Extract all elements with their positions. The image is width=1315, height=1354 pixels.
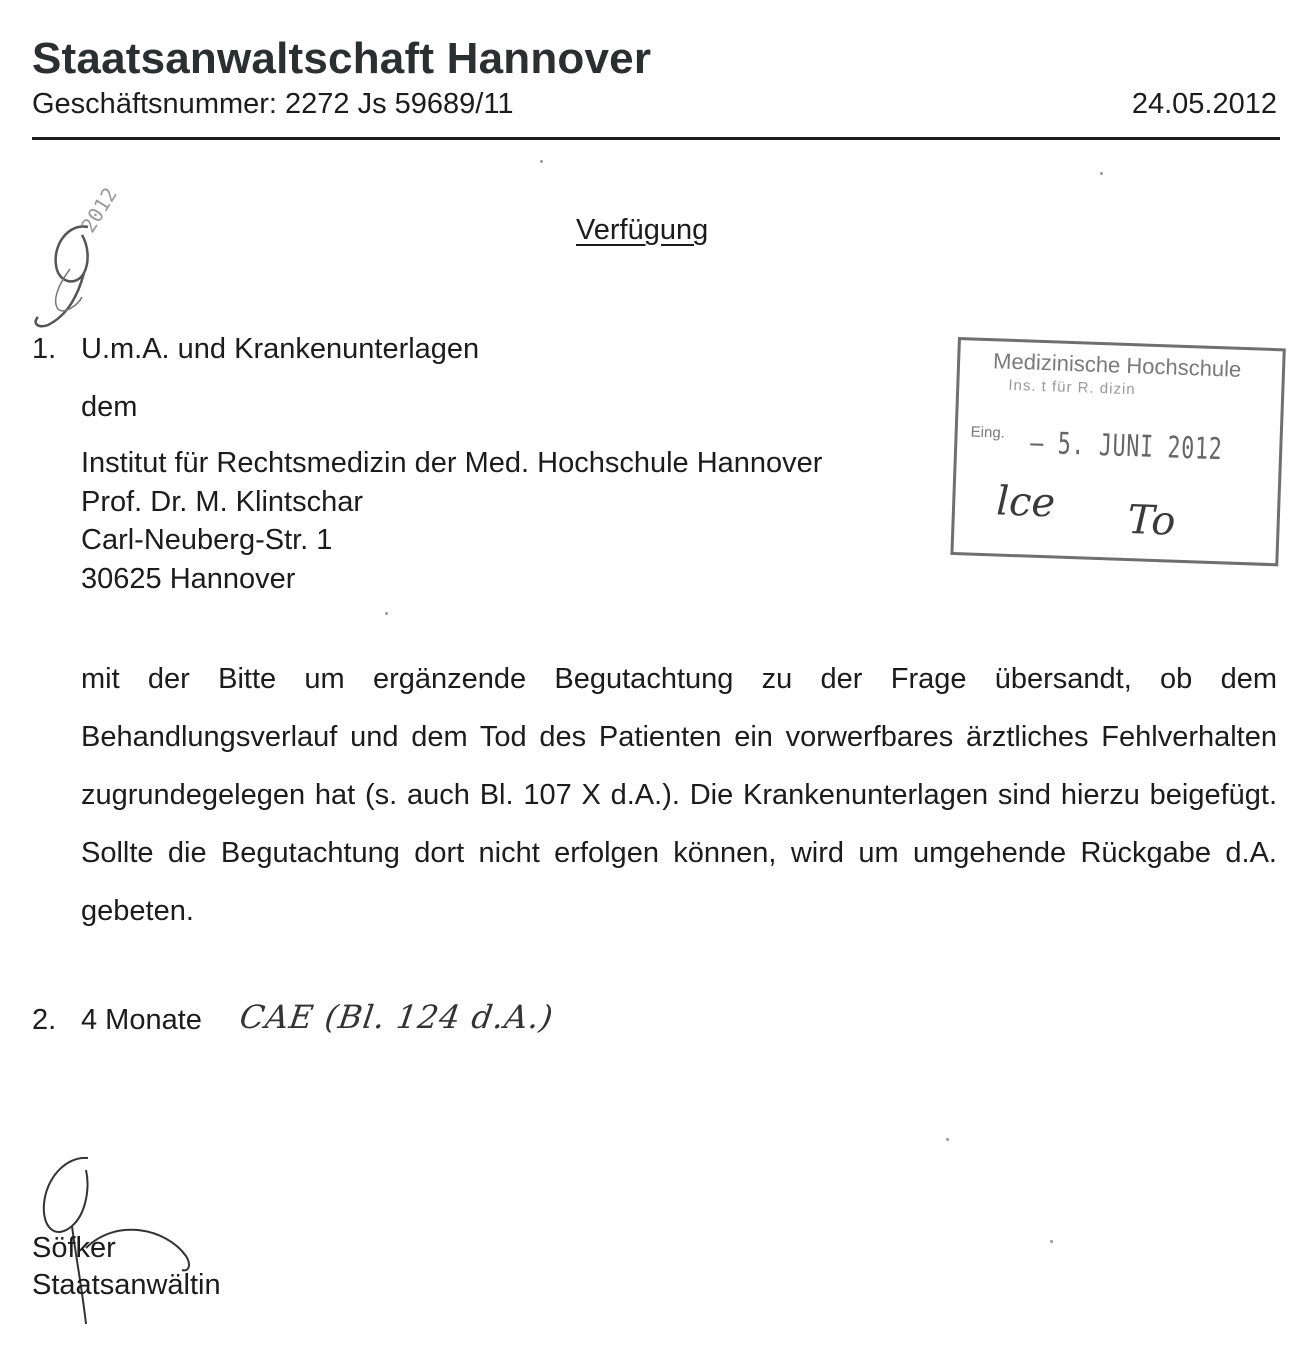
request-paragraph: mit der Bitte um ergänzende Begutachtung zu der Frage übersandt, ob dem Behandlungsverlauf und dem Tod des Patienten ein vorwerfbares ärztliches Fehlverhalten zugrundegelegen hat (s. auch Bl. 107 X d.A.). Die Krankenunterlagen sind hierzu beigefügt. Sollte die Begutachtung dort nicht erfolgen können, wird um umgehende Rückgabe d.A. gebeten. bbox=[81, 663, 1277, 927]
item-1-line1: U.m.A. und Krankenunterlagen bbox=[81, 333, 480, 365]
recipient-street: Carl-Neuberg-Str. 1 bbox=[81, 524, 333, 556]
authority-title: Staatsanwaltschaft Hannover bbox=[32, 34, 652, 83]
recipient-city: 30625 Hannover bbox=[81, 563, 296, 595]
scan-speck bbox=[946, 1138, 949, 1141]
item-2-number: 2. bbox=[32, 1004, 57, 1036]
recipient-institution: Institut für Rechtsmedizin der Med. Hochschule Hannover bbox=[81, 447, 823, 479]
case-number: Geschäftsnummer: 2272 Js 59689/11 bbox=[32, 88, 514, 120]
stamp-institution: Medizinische Hochschule bbox=[992, 348, 1242, 382]
item-2-text: 4 Monate bbox=[81, 1004, 202, 1036]
scan-speck bbox=[1050, 1240, 1053, 1243]
recipient-person: Prof. Dr. M. Klintschar bbox=[81, 486, 364, 518]
document-heading: Verfügung bbox=[576, 214, 709, 246]
document-date: 24.05.2012 bbox=[1131, 88, 1277, 120]
item-1-number: 1. bbox=[32, 333, 57, 365]
scan-speck bbox=[540, 160, 543, 163]
stamp-department: Ins. t für R. dizin bbox=[1008, 376, 1136, 399]
stamp-initials-right: To bbox=[1126, 497, 1177, 545]
signer-name: Söfker bbox=[32, 1232, 116, 1264]
stamp-received-date: – 5. JUNI 2012 bbox=[1029, 425, 1223, 468]
margin-date-mark: 2012 bbox=[76, 183, 122, 237]
scan-speck bbox=[1100, 172, 1103, 175]
receipt-stamp bbox=[950, 337, 1287, 568]
stamp-initials-left: lce bbox=[995, 478, 1056, 527]
stamp-received-label: Eing. bbox=[970, 423, 1006, 442]
handwritten-note: CAE (Bl. 124 d.A.) bbox=[237, 998, 557, 1036]
scan-speck bbox=[385, 612, 388, 615]
signer-title: Staatsanwältin bbox=[32, 1269, 221, 1301]
item-1-line2: dem bbox=[81, 391, 138, 423]
header-divider bbox=[32, 137, 1280, 140]
